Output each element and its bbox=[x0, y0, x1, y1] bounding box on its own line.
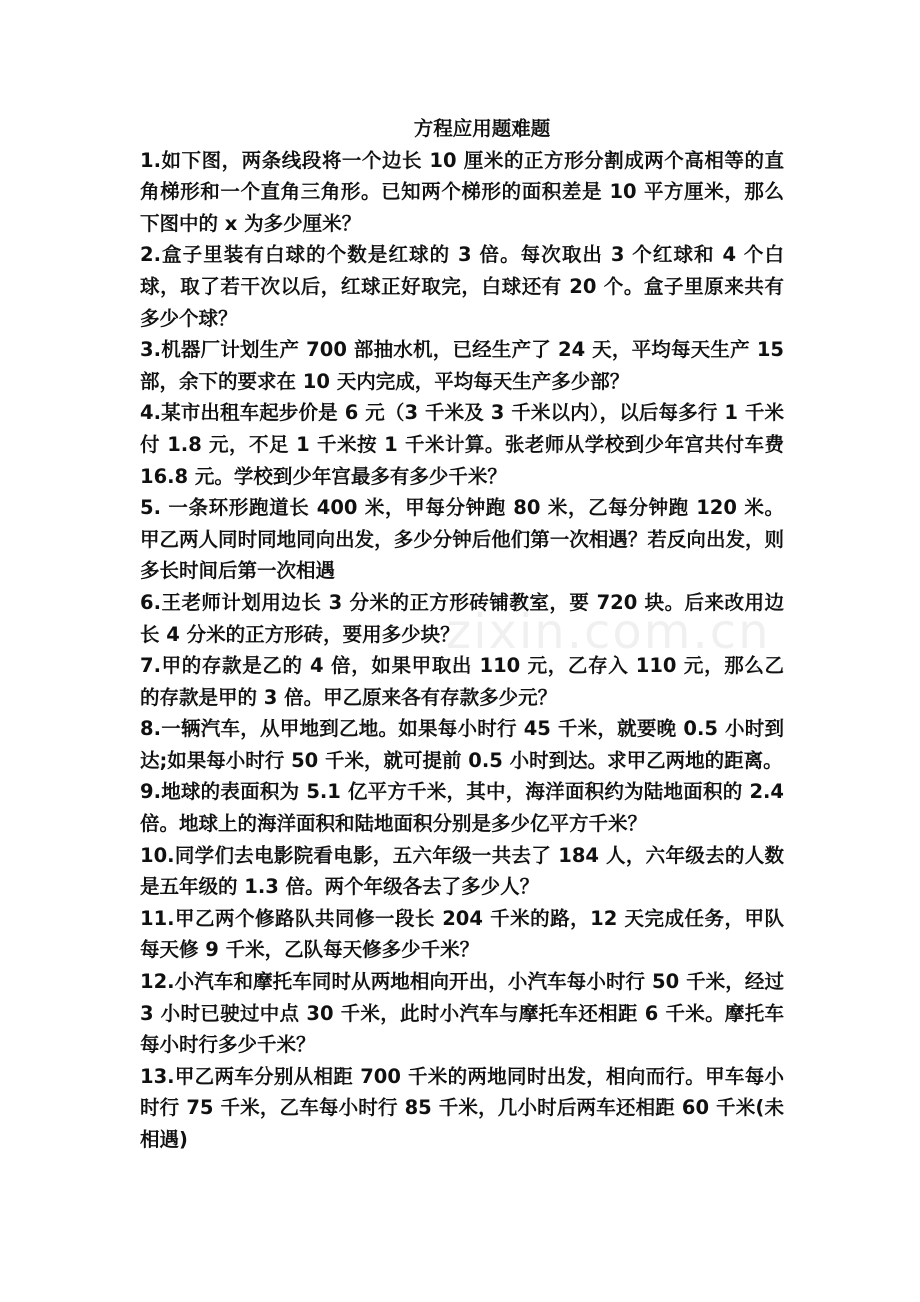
problem-item: 3.机器厂计划生产 700 部抽水机，已经生产了 24 天，平均每天生产 15 部，余下的要求在 10 天内完成，平均每天生产多少部？ bbox=[140, 338, 784, 393]
problem-item: 7.甲的存款是乙的 4 倍，如果甲取出 110 元，乙存入 110 元，那么乙的存款是甲的 3 倍。甲乙原来各有存款多少元？ bbox=[140, 654, 784, 709]
problem-item: 5. 一条环形跑道长 400 米，甲每分钟跑 80 米，乙每分钟跑 120 米。甲乙两人同时同地同向出发，多少分钟后他们第一次相遇？若反向出发，则多长时间后第一次相遇 bbox=[140, 496, 784, 583]
problem-item: 12.小汽车和摩托车同时从两地相向开出，小汽车每小时行 50 千米，经过 3 小时已驶过中点 30 千米，此时小汽车与摩托车还相距 6 千米。摩托车每小时行多少千米？ bbox=[140, 970, 784, 1057]
problem-item: 6.王老师计划用边长 3 分米的正方形砖铺教室，要 720 块。后来改用边长 4 分米的正方形砖，要用多少块？ bbox=[140, 590, 784, 646]
problem-item: 13.甲乙两车分别从相距 700 千米的两地同时出发，相向而行。甲车每小时行 75 千米，乙车每小时行 85 千米，几小时后两车还相距 60 千米(未相遇) bbox=[140, 1064, 784, 1151]
problem-item: 1.如下图，两条线段将一个边长 10 厘米的正方形分割成两个高相等的直角梯形和一个直角三角形。已知两个梯形的面积差是 10 平方厘米，那么下图中的 x 为多少厘米？ bbox=[140, 148, 784, 235]
problem-item: 11.甲乙两个修路队共同修一段长 204 千米的路，12 天完成任务，甲队每天修 9 千米，乙队每天修多少千米？ bbox=[140, 906, 784, 962]
problem-item: 4.某市出租车起步价是 6 元（3 千米及 3 千米以内），以后每多行 1 千米付 1.8 元，不足 1 千米按 1 千米计算。张老师从学校到少年宫共付车费 16.8 元。学校到少年宫最多有多少千米？ bbox=[140, 401, 784, 488]
problem-item: 10.同学们去电影院看电影，五六年级一共去了 184 人，六年级去的人数是五年级的 1.3 倍。两个年级各去了多少人？ bbox=[140, 843, 784, 899]
document-title: 方程应用题难题 bbox=[413, 117, 551, 140]
problem-item: 8.一辆汽车，从甲地到乙地。如果每小时行 45 千米，就要晚 0.5 小时到达;如果每小时行 50 千米，就可提前 0.5 小时到达。求甲乙两地的距离。 bbox=[140, 717, 784, 772]
problem-item: 2.盒子里装有白球的个数是红球的 3 倍。每次取出 3 个红球和 4 个白球，取了若干次以后，红球正好取完，白球还有 20 个。盒子里原来共有多少个球？ bbox=[140, 243, 784, 330]
document-body bbox=[140, 113, 784, 1156]
problem-item: 9.地球的表面积为 5.1 亿平方千米，其中，海洋面积约为陆地面积的 2.4 倍。地球上的海洋面积和陆地面积分别是多少亿平方千米？ bbox=[140, 780, 784, 836]
watermark: zixin.com.cn bbox=[446, 604, 771, 660]
